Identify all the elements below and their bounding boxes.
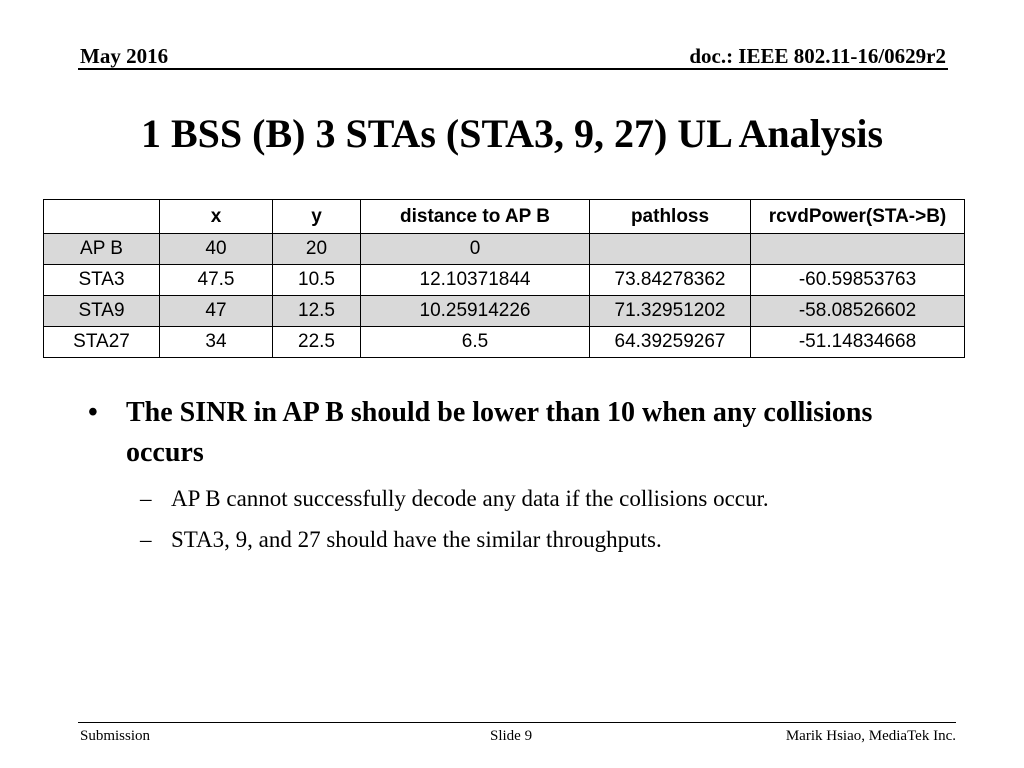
sub-bullet [88, 484, 948, 514]
table-cell: -60.59853763 [751, 265, 965, 296]
header-date: May 2016 [80, 44, 169, 68]
footer-divider [78, 722, 956, 723]
table-cell: 47 [160, 296, 273, 327]
column-header [44, 200, 160, 234]
dash-icon: – [140, 527, 152, 552]
sub-bullet-text: AP B cannot successfully decode any data if the collisions occur. [171, 486, 769, 511]
table-cell: 22.5 [273, 327, 361, 358]
table-cell: STA9 [44, 296, 160, 327]
footer-submission: Submission [80, 728, 151, 744]
column-header: distance to AP B [361, 200, 590, 234]
table-cell [751, 234, 965, 265]
table-cell: 0 [361, 234, 590, 265]
slide-title: 1 BSS (B) 3 STAs (STA3, 9, 27) UL Analysis [140, 111, 884, 156]
table-row [44, 234, 965, 265]
table-cell: 34 [160, 327, 273, 358]
table-cell: 12.5 [273, 296, 361, 327]
table-row [44, 296, 965, 327]
header-divider [78, 68, 948, 70]
table-cell: 71.32951202 [590, 296, 751, 327]
table-cell: 47.5 [160, 265, 273, 296]
table-cell: 20 [273, 234, 361, 265]
table-cell: 12.10371844 [361, 265, 590, 296]
bullet-main [88, 393, 948, 473]
column-header: y [273, 200, 361, 234]
header-doc-id: doc.: IEEE 802.11-16/0629r2 [689, 44, 946, 68]
column-header: rcvdPower(STA->B) [751, 200, 965, 234]
table-cell: AP B [44, 234, 160, 265]
table-cell: -58.08526602 [751, 296, 965, 327]
table-cell: 73.84278362 [590, 265, 751, 296]
table-cell: 64.39259267 [590, 327, 751, 358]
analysis-table [43, 199, 965, 358]
dash-icon: – [140, 486, 152, 511]
bullet-main-text: The SINR in AP B should be lower than 10 when any collisions occurs [126, 397, 873, 468]
footer-author: Marik Hsiao, MediaTek Inc. [785, 728, 956, 744]
table-cell: 40 [160, 234, 273, 265]
table-row [44, 327, 965, 358]
column-header: pathloss [590, 200, 751, 234]
table-cell: STA3 [44, 265, 160, 296]
footer-slide-number: Slide 9 [490, 728, 533, 744]
table-cell: 10.5 [273, 265, 361, 296]
table-cell [590, 234, 751, 265]
table-header-row [44, 200, 965, 234]
table-cell: 6.5 [361, 327, 590, 358]
column-header: x [160, 200, 273, 234]
bullet-list [88, 393, 948, 555]
table-row [44, 265, 965, 296]
table-cell: STA27 [44, 327, 160, 358]
bullet-dot-icon: • [88, 397, 98, 428]
sub-bullet-text: STA3, 9, and 27 should have the similar throughputs. [171, 527, 662, 552]
table-cell: -51.14834668 [751, 327, 965, 358]
sub-bullet [88, 525, 948, 555]
table-cell: 10.25914226 [361, 296, 590, 327]
